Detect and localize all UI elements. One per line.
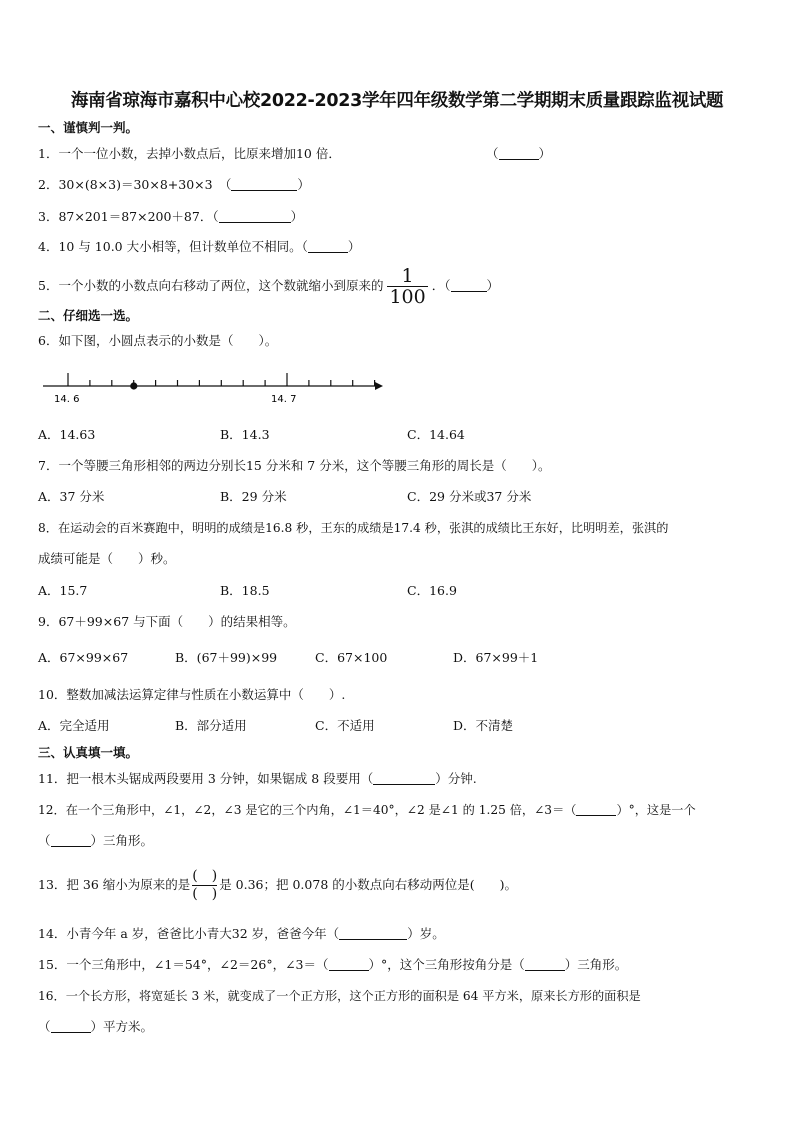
question-16-line-2: （ ）平方米。	[38, 1019, 154, 1034]
number-line	[40, 366, 385, 406]
answer-blank[interactable]	[499, 147, 539, 160]
question-16-line-1: 16．一个长方形，将宽延长 3 米，就变成了一个正方形，这个正方形的面积是 64 平方米，原来长方形的面积是	[38, 989, 641, 1003]
section-heading-3: 三、认真填一填。	[38, 745, 139, 760]
q8-option-c[interactable]: C．16.9	[407, 583, 457, 598]
q6-option-a[interactable]: A．14.63	[38, 427, 96, 442]
q7-option-a[interactable]: A．37 分米	[38, 489, 105, 504]
question-5: 5．一个小数的小数点向右移动了两位，这个数就缩小到原来的 $\frac{1}{100}$ ．（ ）	[38, 265, 500, 308]
answer-blank[interactable]	[451, 279, 487, 292]
q8-option-b[interactable]: B．18.5	[220, 583, 270, 598]
q10-option-d[interactable]: D．不清楚	[453, 718, 514, 733]
question-9: 9．67＋99×67 与下面（ ）的结果相等。	[38, 614, 296, 629]
page-title: 海南省琼海市嘉积中心校2022-2023学年四年级数学第二学期期末质量跟踪监视试题	[70, 91, 724, 111]
answer-blank[interactable]	[231, 178, 297, 191]
question-7: 7．一个等腰三角形相邻的两边分别长15 分米和 7 分米，这个等腰三角形的周长是（ ）。	[38, 458, 551, 473]
question-10: 10．整数加减法运算定律与性质在小数运算中（ ）.	[38, 687, 346, 702]
question-12-line-2: （ ）三角形。	[38, 833, 154, 848]
section-heading-2: 二、仔细选一选。	[38, 308, 139, 323]
question-1-answer: （ ）	[486, 146, 552, 161]
q6-option-c[interactable]: C．14.64	[407, 427, 465, 442]
answer-blank[interactable]	[51, 1020, 91, 1033]
q8-option-a[interactable]: A．15.7	[38, 583, 88, 598]
answer-blank[interactable]	[373, 772, 435, 785]
question-15: 15．一个三角形中，∠1＝54°，∠2＝26°，∠3＝（ ）°，这个三角形按角分是（ ）三角形。	[38, 957, 628, 972]
question-3: 3．87×201＝87×200＋87．（ ）	[38, 209, 304, 224]
question-12-line-1: 12．在一个三角形中，∠1，∠2，∠3 是它的三个内角，∠1＝40°，∠2 是∠1 的 1.25 倍，∠3＝（ ）°，这是一个	[38, 803, 696, 817]
q9-option-d[interactable]: D．67×99＋1	[453, 650, 539, 665]
fraction: $\frac{1}{100}$	[389, 265, 426, 308]
q10-option-c[interactable]: C．不适用	[315, 718, 375, 733]
q9-option-a[interactable]: A．67×99×67	[38, 650, 129, 665]
q7-option-b[interactable]: B．29 分米	[220, 489, 287, 504]
answer-blank[interactable]	[576, 803, 616, 816]
question-2: 2．30×(8×3)＝30×8+30×3 （ ）	[38, 177, 310, 192]
number-line-label-left: 14. 6	[54, 394, 80, 405]
answer-blank[interactable]	[525, 958, 565, 971]
question-1: 1．一个一位小数，去掉小数点后，比原来增加10 倍．	[38, 146, 341, 161]
question-8-line-1: 8．在运动会的百米赛跑中，明明的成绩是16.8 秒，王东的成绩是17.4 秒，张淇的成绩比王东好，比明明差，张淇的	[38, 521, 669, 535]
answer-blank[interactable]	[339, 927, 407, 940]
q7-option-c[interactable]: C．29 分米或37 分米	[407, 489, 532, 504]
number-line-ticks	[68, 373, 375, 386]
number-line-arrow	[375, 382, 383, 390]
q10-option-a[interactable]: A．完全适用	[38, 718, 110, 733]
q10-option-b[interactable]: B．部分适用	[175, 718, 247, 733]
number-line-label-right: 14. 7	[271, 394, 297, 405]
section-heading-1: 一、谨慎判一判。	[38, 120, 139, 135]
answer-blank[interactable]	[308, 240, 348, 253]
question-6: 6．如下图，小圆点表示的小数是（ ）。	[38, 333, 278, 348]
answer-blank[interactable]	[219, 210, 291, 223]
question-4: 4．10 与 10.0 大小相等，但计数单位不相同。（ ）	[38, 239, 361, 254]
marked-point	[130, 382, 137, 389]
question-8-line-2: 成绩可能是（ ）秒。	[38, 551, 176, 566]
q9-option-c[interactable]: C．67×100	[315, 650, 388, 665]
answer-blank[interactable]	[329, 958, 369, 971]
q6-option-b[interactable]: B．14.3	[220, 427, 270, 442]
question-13: 13．把 36 缩小为原来的是 $\frac{( )}{( )}$ 是 0.36；把 0.078 的小数点向右移动两位是( )。	[38, 868, 517, 902]
q9-option-b[interactable]: B．(67＋99)×99	[175, 650, 278, 665]
question-11: 11．把一根木头锯成两段要用 3 分钟，如果锯成 8 段要用（ ）分钟.	[38, 771, 477, 786]
answer-blank[interactable]	[51, 834, 91, 847]
fraction-blank[interactable]: $\frac{( )}{( )}$	[192, 868, 218, 902]
question-14: 14．小青今年 a 岁，爸爸比小青大32 岁，爸爸今年（ ）岁。	[38, 926, 445, 941]
